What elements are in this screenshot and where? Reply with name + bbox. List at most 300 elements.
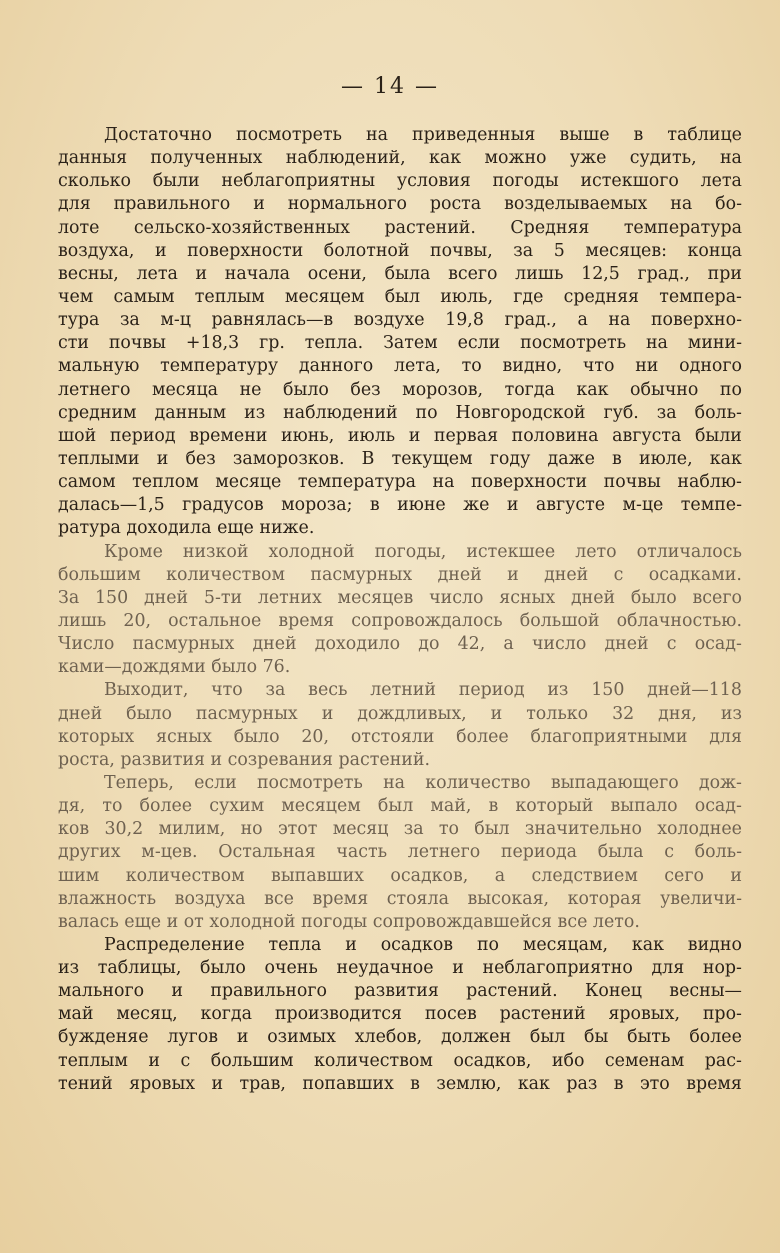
word: осадками.: [648, 564, 742, 585]
word: на: [645, 333, 668, 354]
word: посмотреть: [520, 333, 627, 354]
text-line: [58, 332, 742, 355]
word: лишь: [515, 263, 564, 284]
word: с: [613, 564, 624, 585]
word: весны—: [669, 981, 742, 1002]
word: даже: [547, 448, 595, 469]
word: на: [608, 310, 631, 331]
word: месяцев: [337, 587, 414, 608]
word: данныя: [58, 148, 128, 169]
word: самым: [113, 286, 175, 307]
word: летнего: [58, 379, 131, 400]
text-line: валась еще и от холодной погоды сопровождавшейся все лето.: [58, 911, 640, 932]
word: осадков: [380, 934, 454, 955]
word: более: [456, 726, 509, 747]
word: большой: [519, 610, 600, 631]
text-line: [58, 679, 742, 702]
word: дож-: [698, 772, 742, 793]
word: что: [582, 356, 615, 377]
word: весны,: [58, 263, 119, 284]
word: 150: [591, 680, 625, 701]
word: в: [613, 1073, 624, 1094]
word: можно: [484, 148, 547, 169]
word: дней: [544, 564, 589, 585]
word: чем: [58, 286, 94, 307]
word: августе: [535, 495, 606, 516]
word: наблю-: [677, 472, 742, 493]
word: град.,: [637, 263, 690, 284]
word: без: [350, 379, 381, 400]
word: воздуха: [174, 888, 246, 909]
word: выпало: [610, 796, 678, 817]
word: по: [415, 402, 438, 423]
text-line: [58, 541, 742, 564]
word: на: [366, 125, 388, 145]
word: посмотреть: [236, 125, 342, 145]
word: семенам: [604, 1050, 685, 1071]
word: это: [639, 1073, 670, 1094]
text-line: [58, 865, 742, 888]
word: средняя: [563, 286, 640, 307]
text-line: [58, 355, 742, 378]
text-line: [58, 263, 742, 286]
word: теплым: [58, 1050, 128, 1071]
word: возделываемых: [504, 194, 648, 215]
word: месяцев:: [585, 240, 667, 261]
word: из: [720, 703, 742, 724]
word: без: [185, 448, 216, 469]
word: трав,: [239, 1073, 286, 1094]
word: пасмурных: [195, 703, 298, 724]
word: дня,: [658, 703, 697, 724]
word: первая: [433, 425, 499, 446]
word: месяц: [332, 819, 389, 840]
word: пасмурных: [310, 564, 413, 585]
word: который: [515, 796, 594, 817]
word: обычно: [630, 379, 699, 400]
word: как: [429, 148, 462, 169]
word: растений.: [384, 217, 476, 238]
word: поверхно-: [650, 310, 742, 331]
word: бужденяе: [58, 1027, 149, 1048]
word: низкой: [182, 541, 249, 562]
word: период: [458, 680, 525, 701]
text-line: [58, 610, 742, 633]
text-line: [58, 240, 742, 263]
text-line: [58, 934, 742, 957]
word: боль-: [694, 402, 742, 423]
word: боль-: [694, 842, 742, 863]
word: ясных: [499, 587, 556, 608]
word: которая: [567, 888, 642, 909]
word: когда: [200, 1004, 252, 1025]
word: число: [531, 634, 587, 655]
word: данным: [154, 402, 227, 423]
text-line: [58, 587, 742, 610]
word: стояла: [386, 888, 449, 909]
word: посев: [424, 1004, 477, 1025]
word: на: [432, 472, 455, 493]
word: всего: [692, 587, 742, 608]
word: время: [312, 888, 369, 909]
word: с: [180, 1050, 191, 1071]
word: то: [102, 796, 123, 817]
word: нор-: [702, 958, 742, 979]
word: мороза;: [281, 495, 353, 516]
word: дней—118: [647, 680, 742, 701]
word: при: [707, 263, 742, 284]
text-line: [58, 286, 742, 309]
word: и: [195, 263, 208, 284]
word: сельско-хозяйственных: [133, 217, 350, 238]
word: но: [240, 819, 263, 840]
word: была: [384, 263, 431, 284]
word: был: [474, 819, 510, 840]
word: производится: [274, 1004, 403, 1025]
word: правильного: [113, 194, 231, 215]
word: истекшого: [580, 171, 679, 192]
word: влажность: [58, 888, 157, 909]
word: видно,: [502, 356, 563, 377]
word: лоте: [58, 217, 100, 238]
word: которых: [58, 726, 135, 747]
word: сухим: [209, 796, 265, 817]
text-line: [58, 980, 742, 1003]
word: дней: [143, 587, 189, 608]
word: по: [476, 934, 500, 955]
word: число: [429, 587, 484, 608]
word: и: [211, 1073, 224, 1094]
word: месяцем: [281, 796, 361, 817]
word: был: [377, 796, 414, 817]
text-line: [58, 818, 742, 841]
word: полученных: [150, 148, 263, 169]
word: дней: [570, 587, 616, 608]
word: более: [139, 796, 193, 817]
word: только: [526, 703, 589, 724]
word: месяцам,: [522, 934, 608, 955]
word: В: [361, 448, 375, 469]
word: большим: [58, 564, 141, 585]
word: выше: [559, 125, 610, 145]
word: судить,: [629, 148, 697, 169]
text-line: [58, 633, 742, 656]
word: воздуха,: [58, 240, 135, 261]
word: если: [457, 333, 501, 354]
word: Остальная: [218, 842, 316, 863]
word: июне: [397, 495, 446, 516]
text-line: роста, развития и созревания растений.: [58, 749, 430, 770]
word: до: [418, 634, 440, 655]
word: должен: [440, 1027, 512, 1048]
word: в: [633, 125, 644, 145]
word: лета,: [393, 356, 441, 377]
word: тура: [58, 310, 100, 331]
word: где: [513, 286, 544, 307]
word: условия: [396, 171, 471, 192]
word: месяце: [215, 472, 282, 493]
word: осад-: [694, 796, 742, 817]
word: и: [507, 564, 519, 585]
word: был: [384, 286, 421, 307]
word: температура: [623, 217, 742, 238]
word: темпе-: [680, 495, 742, 516]
word: было: [233, 726, 280, 747]
word: землю,: [436, 1073, 502, 1094]
word: лугов: [167, 1027, 219, 1048]
word: а: [494, 865, 506, 886]
word: июле,: [639, 448, 693, 469]
word: большим: [210, 1050, 294, 1071]
text-line: [58, 1050, 742, 1073]
word: других: [58, 842, 121, 863]
word: из: [244, 402, 266, 423]
word: как: [576, 379, 609, 400]
word: было: [126, 703, 172, 724]
word: таблице: [667, 125, 742, 145]
word: увеличи-: [660, 888, 742, 909]
word: теплыми: [58, 448, 140, 469]
word: летнего: [407, 842, 481, 863]
word: таблицы,: [97, 958, 182, 979]
word: бо-: [715, 194, 742, 215]
word: мальную: [58, 356, 140, 377]
word: из: [58, 958, 80, 979]
word: осадков,: [390, 865, 469, 886]
word: было: [283, 379, 329, 400]
word: июнь,: [280, 425, 335, 446]
word: теплым: [194, 286, 265, 307]
word: следствием: [531, 865, 638, 886]
word: за: [265, 680, 286, 701]
word: летний: [370, 680, 436, 701]
word: на: [383, 772, 406, 793]
word: 30,2: [104, 819, 144, 840]
word: видно: [687, 934, 742, 955]
word: и: [253, 194, 265, 215]
word: темпера-: [659, 286, 742, 307]
word: время: [686, 1073, 742, 1094]
word: май: [58, 1004, 94, 1025]
word: Средняя: [510, 217, 590, 238]
word: период: [109, 425, 176, 446]
word: гр.: [259, 333, 285, 354]
word: посмотреть: [256, 772, 363, 793]
word: дней: [604, 634, 649, 655]
word: лишь: [58, 610, 107, 631]
word: как: [709, 448, 742, 469]
word: ни: [635, 356, 659, 377]
word: периода: [500, 842, 578, 863]
word: половина: [511, 425, 599, 446]
word: тепла.: [304, 333, 364, 354]
word: же: [463, 495, 490, 516]
word: милим,: [158, 819, 226, 840]
word: было: [200, 958, 246, 979]
word: летних: [257, 587, 322, 608]
word: для: [709, 726, 742, 747]
word: Новгородской: [455, 402, 586, 423]
word: поверхности: [471, 472, 588, 493]
word: болотной: [323, 240, 410, 261]
word: 5-ти: [203, 587, 243, 608]
word: отличалось: [636, 541, 742, 562]
word: сопровождалось: [351, 610, 503, 631]
word: весь: [308, 680, 348, 701]
text-line: [58, 124, 742, 147]
word: отстояли: [350, 726, 435, 747]
text-line: [58, 402, 742, 425]
word: году: [489, 448, 531, 469]
word: Теперь,: [104, 772, 174, 793]
word: температуру: [160, 356, 279, 377]
word: Достаточно: [104, 125, 212, 145]
word: количеством: [314, 1050, 433, 1071]
word: что: [211, 680, 243, 701]
word: с: [666, 634, 677, 655]
word: яровых,: [608, 1004, 680, 1025]
word: сколько: [58, 171, 131, 192]
word: тений: [58, 1073, 113, 1094]
word: часть: [336, 842, 388, 863]
word: пасмурных: [132, 634, 235, 655]
word: хлебов,: [354, 1027, 423, 1048]
word: м-ц: [160, 310, 191, 331]
word: за: [513, 240, 534, 261]
word: холодной: [268, 541, 355, 562]
word: 5: [553, 240, 565, 261]
word: то: [461, 356, 482, 377]
text-line: [58, 703, 742, 726]
word: средним: [58, 402, 137, 423]
word: если: [194, 772, 237, 793]
word: про-: [702, 1004, 742, 1025]
word: май,: [430, 796, 472, 817]
word: заморозков.: [232, 448, 345, 469]
page-number: — 14 —: [341, 74, 439, 99]
word: наблюдений: [283, 402, 398, 423]
word: этот: [277, 819, 318, 840]
word: самом: [58, 472, 116, 493]
word: для: [651, 958, 685, 979]
word: ков: [58, 819, 90, 840]
text-line: [58, 1026, 742, 1049]
word: и: [156, 448, 169, 469]
word: количеством: [125, 865, 245, 886]
word: в: [369, 495, 380, 516]
word: бы: [584, 1027, 609, 1048]
text-line: [58, 471, 742, 494]
word: Затем: [383, 333, 438, 354]
word: текущем: [391, 448, 473, 469]
word: по: [719, 379, 742, 400]
word: м-це: [622, 495, 664, 516]
word: остальное: [168, 610, 262, 631]
word: дя,: [58, 796, 86, 817]
word: конца: [687, 240, 742, 261]
word: на: [670, 194, 693, 215]
word: быть: [627, 1027, 671, 1048]
word: месяц,: [116, 1004, 178, 1025]
word: шой: [58, 425, 97, 446]
word: а: [577, 310, 588, 331]
word: июль,: [440, 286, 494, 307]
word: теплом: [132, 472, 199, 493]
text-line: [58, 379, 742, 402]
word: были: [152, 171, 200, 192]
word: поверхности: [187, 240, 304, 261]
word: ясных: [156, 726, 212, 747]
word: наблюдений,: [285, 148, 406, 169]
text-line: [58, 448, 742, 471]
word: выпавших: [271, 865, 364, 886]
word: очень: [264, 958, 318, 979]
word: и: [321, 703, 334, 724]
word: и: [408, 425, 421, 446]
word: дней: [252, 634, 297, 655]
word: в: [410, 1073, 420, 1094]
text-line: [58, 726, 742, 749]
word: данного: [298, 356, 374, 377]
word: попавших: [302, 1073, 394, 1094]
word: благоприятными: [530, 726, 688, 747]
word: неудачное: [336, 958, 434, 979]
text-line: ратура доходила еще ниже.: [58, 518, 315, 539]
word: погоды: [492, 171, 559, 192]
word: была: [597, 842, 644, 863]
word: 32: [612, 703, 635, 724]
word: +18,3: [185, 333, 240, 354]
word: температура: [297, 472, 416, 493]
word: за: [403, 819, 424, 840]
word: Выходит,: [104, 680, 189, 701]
word: 20,: [123, 610, 152, 631]
word: град.,: [504, 310, 557, 331]
word: яровых: [129, 1073, 196, 1094]
word: лета: [136, 263, 178, 284]
text-line: [58, 1073, 742, 1096]
word: времени: [189, 425, 268, 446]
word: месяцем: [284, 286, 365, 307]
word: тепла: [268, 934, 322, 955]
word: в: [488, 796, 499, 817]
word: ибо: [551, 1050, 585, 1071]
word: осадков,: [453, 1050, 532, 1071]
word: осени,: [307, 263, 367, 284]
word: за: [119, 310, 140, 331]
word: были: [694, 425, 742, 446]
word: 12,5: [581, 263, 620, 284]
word: роста: [429, 194, 482, 215]
word: облачностью.: [616, 610, 742, 631]
word: уже: [569, 148, 607, 169]
word: рас-: [704, 1050, 742, 1071]
word: в: [612, 448, 622, 469]
word: морозов,: [402, 379, 484, 400]
word: из: [547, 680, 569, 701]
word: то: [438, 819, 459, 840]
word: развития: [354, 981, 439, 1002]
text-line: [58, 888, 742, 911]
word: всего: [448, 263, 498, 284]
word: холоднее: [657, 819, 742, 840]
text-line: ками—дождями было 76.: [58, 657, 291, 678]
text-line: [58, 1003, 742, 1026]
word: раз: [566, 1073, 598, 1094]
word: истекшее: [466, 541, 556, 562]
word: осад-: [694, 634, 742, 655]
text-line: [58, 494, 742, 517]
